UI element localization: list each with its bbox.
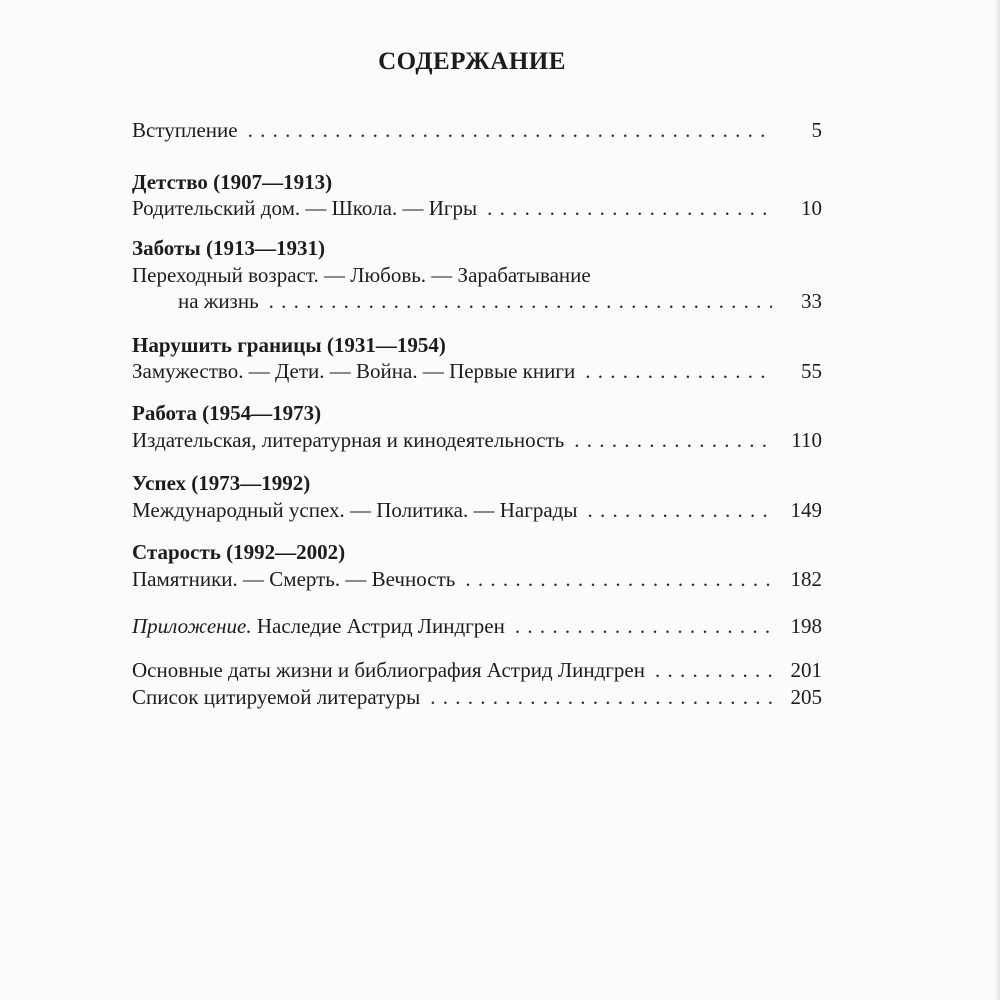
toc-page-number: 10 <box>801 196 822 220</box>
page-edge <box>994 0 1000 1000</box>
appendix-title: Наследие Астрид Линдгрен <box>251 614 505 638</box>
toc-page-number: 205 <box>790 685 822 709</box>
section-heading-success: Успех (1973—1992) <box>132 471 311 495</box>
toc-entry-worries <box>132 289 822 314</box>
section-heading-boundaries: Нарушить границы (1931—1954) <box>132 333 446 357</box>
section-heading-old-age: Старость (1992—2002) <box>132 540 346 564</box>
toc-entry-references <box>132 685 822 710</box>
toc-page-number: 110 <box>791 428 822 452</box>
toc-entry-boundaries <box>132 359 822 384</box>
dot-leader <box>465 567 772 592</box>
toc-entry-text: Памятники. — Смерть. — Вечность <box>132 567 456 591</box>
toc-page-number: 198 <box>790 614 822 638</box>
toc-entry-text: Издательская, литературная и кинодеятельность <box>132 428 565 452</box>
toc-entry-success <box>132 498 822 523</box>
section-heading-work: Работа (1954—1973) <box>132 401 322 425</box>
dot-leader <box>430 685 772 710</box>
dot-leader <box>587 498 772 523</box>
toc-entry-text: Вступление <box>132 118 238 142</box>
dot-leader <box>574 428 772 453</box>
toc-entry-text: Международный успех. — Политика. — Награды <box>132 498 578 522</box>
toc-entry-appendix <box>132 614 822 639</box>
dot-leader <box>515 614 772 639</box>
toc-entry-text: Родительский дом. — Школа. — Игры <box>132 196 478 220</box>
page-title: СОДЕРЖАНИЕ <box>378 48 566 75</box>
appendix-label: Приложение. <box>132 614 252 638</box>
toc-page-number: 33 <box>801 289 822 313</box>
toc-entry-text: Замужество. — Дети. — Война. — Первые книги <box>132 359 576 383</box>
toc-entry-text-line1: Переходный возраст. — Любовь. — Зарабатывание <box>132 263 591 287</box>
toc-page-number: 149 <box>790 498 822 522</box>
toc-entry-text: на жизнь <box>178 289 259 313</box>
toc-page-number: 55 <box>801 359 822 383</box>
dot-leader <box>487 196 772 221</box>
section-heading-childhood: Детство (1907—1913) <box>132 170 333 194</box>
toc-entry-chronology <box>132 658 822 683</box>
toc-page-number: 5 <box>811 118 822 142</box>
dot-leader <box>655 658 772 683</box>
toc-entry-old-age <box>132 567 822 592</box>
toc-entry-work <box>132 428 822 453</box>
toc-entry-introduction <box>132 118 822 143</box>
toc-entry-text <box>132 614 505 639</box>
toc-page-number: 182 <box>790 567 822 591</box>
toc-page-number: 201 <box>790 658 822 682</box>
dot-leader <box>585 359 772 384</box>
toc-entry-text: Основные даты жизни и библиография Астрид Линдгрен <box>132 658 645 682</box>
dot-leader <box>248 118 772 143</box>
toc-entry-childhood <box>132 196 822 221</box>
dot-leader <box>269 289 772 314</box>
section-heading-worries: Заботы (1913—1931) <box>132 236 325 260</box>
toc-entry-text: Список цитируемой литературы <box>132 685 421 709</box>
